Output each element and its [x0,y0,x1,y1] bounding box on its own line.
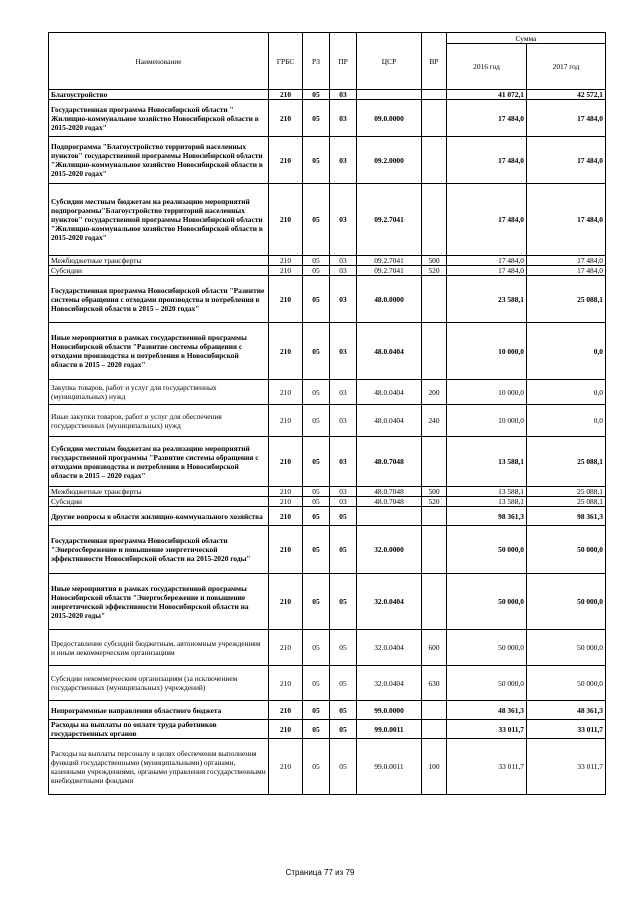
cell-rz: 05 [303,630,330,666]
header-vr: ВР [422,33,447,90]
cell-name: Непрограммные направления областного бюджета [49,701,269,720]
cell-s2017: 98 361,3 [527,507,606,526]
cell-s2017: 50 000,0 [527,666,606,701]
cell-s2016: 17 484,0 [447,137,527,184]
cell-s2016: 50 000,0 [447,526,527,574]
cell-s2017: 25 088,1 [527,276,606,323]
header-grbs: ГРБС [269,33,303,90]
cell-vr: 500 [422,256,447,266]
cell-s2017: 17 484,0 [527,256,606,266]
cell-csr: 32.0.0404 [357,574,422,630]
cell-name: Предоставление субсидий бюджетным, автономным учреждениям и иным некоммерческим организациям [49,630,269,666]
cell-name: Государственная программа Новосибирской области " Жилищно-коммунальное хозяйство Новосибирской области в 2015-2020 годах" [49,100,269,137]
cell-csr: 09.2.7041 [357,256,422,266]
cell-csr: 48.0.0404 [357,323,422,380]
cell-rz: 05 [303,323,330,380]
cell-grbs: 210 [269,574,303,630]
cell-name: Субсидии [49,266,269,276]
cell-s2017: 33 011,7 [527,739,606,795]
cell-csr: 48.0.7048 [357,497,422,507]
cell-s2017: 42 572,1 [527,90,606,100]
table-row [49,526,606,574]
cell-csr: 48.0.0000 [357,276,422,323]
cell-rz: 05 [303,701,330,720]
cell-vr: 200 [422,380,447,405]
cell-pr: 03 [330,100,357,137]
header-rz: РЗ [303,33,330,90]
cell-name: Иные мероприятия в рамках государственной программы Новосибирской области "Энергосбережение и повышение энергетической эффективности Новосибирской области на 2015-2020 годы" [49,574,269,630]
cell-pr: 03 [330,380,357,405]
cell-csr: 48.0.7048 [357,487,422,497]
table-row [49,497,606,507]
cell-vr [422,574,447,630]
cell-pr: 03 [330,90,357,100]
cell-rz: 05 [303,526,330,574]
cell-pr: 05 [330,526,357,574]
cell-s2016: 50 000,0 [447,666,527,701]
table-body [49,90,606,795]
cell-pr: 05 [330,630,357,666]
cell-pr: 05 [330,701,357,720]
table-row [49,380,606,405]
cell-rz: 05 [303,720,330,739]
cell-vr: 500 [422,487,447,497]
cell-grbs: 210 [269,630,303,666]
cell-s2017: 33 011,7 [527,720,606,739]
cell-vr [422,137,447,184]
cell-s2017: 48 361,3 [527,701,606,720]
cell-rz: 05 [303,437,330,487]
cell-grbs: 210 [269,405,303,437]
cell-s2017: 0,0 [527,380,606,405]
cell-s2016: 10 000,0 [447,380,527,405]
cell-rz: 05 [303,137,330,184]
cell-name: Подпрограмма "Благоустройство территорий населенных пунктов" государственной программы Новосибирской области "Жилищно-коммунальное хозяйство Новосибирской области в 2015-2020 годах" [49,137,269,184]
cell-grbs: 210 [269,380,303,405]
table-row [49,90,606,100]
table-row [49,256,606,266]
cell-s2016: 48 361,3 [447,701,527,720]
cell-s2016: 17 484,0 [447,266,527,276]
cell-s2017: 0,0 [527,323,606,380]
header-csr: ЦСР [357,33,422,90]
cell-vr: 100 [422,739,447,795]
cell-grbs: 210 [269,487,303,497]
cell-s2016: 17 484,0 [447,184,527,256]
cell-vr [422,100,447,137]
cell-vr [422,90,447,100]
table-row [49,507,606,526]
cell-rz: 05 [303,184,330,256]
cell-rz: 05 [303,666,330,701]
cell-s2017: 50 000,0 [527,526,606,574]
cell-name: Субсидии [49,497,269,507]
cell-rz: 05 [303,90,330,100]
cell-rz: 05 [303,276,330,323]
cell-grbs: 210 [269,526,303,574]
cell-name: Расходы на выплаты по оплате труда работников государственных органов [49,720,269,739]
cell-s2016: 33 011,7 [447,720,527,739]
table-row [49,276,606,323]
cell-s2017: 25 088,1 [527,487,606,497]
cell-s2017: 17 484,0 [527,137,606,184]
cell-pr: 03 [330,256,357,266]
cell-s2016: 17 484,0 [447,100,527,137]
cell-vr: 600 [422,630,447,666]
cell-s2017: 17 484,0 [527,100,606,137]
cell-rz: 05 [303,739,330,795]
cell-pr: 05 [330,666,357,701]
cell-csr: 99.0.0011 [357,739,422,795]
cell-s2016: 50 000,0 [447,574,527,630]
cell-csr: 48.0.7048 [357,437,422,487]
cell-csr: 09.2.0000 [357,137,422,184]
table-row [49,100,606,137]
cell-vr [422,526,447,574]
header-2017: 2017 год [527,44,606,90]
cell-vr: 240 [422,405,447,437]
cell-grbs: 210 [269,276,303,323]
cell-vr [422,720,447,739]
cell-pr: 03 [330,323,357,380]
cell-rz: 05 [303,405,330,437]
cell-pr: 03 [330,487,357,497]
cell-rz: 05 [303,574,330,630]
cell-csr [357,507,422,526]
cell-s2016: 13 588,1 [447,437,527,487]
header-name: Наименование [49,33,269,90]
cell-name: Государственная программа Новосибирской области "Энергосбережение и повышение энергетической эффективности Новосибирской области на 2015-2020 годы" [49,526,269,574]
cell-vr [422,184,447,256]
cell-s2017: 17 484,0 [527,184,606,256]
cell-pr: 05 [330,739,357,795]
cell-grbs: 210 [269,266,303,276]
cell-s2016: 17 484,0 [447,256,527,266]
cell-s2016: 23 588,1 [447,276,527,323]
cell-vr [422,701,447,720]
cell-pr: 05 [330,507,357,526]
cell-csr: 09.2.7041 [357,266,422,276]
cell-csr: 32.0.0404 [357,666,422,701]
cell-pr: 03 [330,405,357,437]
cell-csr: 32.0.0000 [357,526,422,574]
cell-name: Субсидии местным бюджетам на реализацию мероприятий подпрограммы"Благоустройство территорий населенных пунктов" государственной программы Новосибирской области "Жилищно-коммунальное хозяйство Новосибирской области в 2015-2020 годах" [49,184,269,256]
page-footer: Страница 77 из 79 [285,868,355,877]
cell-vr: 520 [422,266,447,276]
cell-name: Субсидии некоммерческим организациям (за исключением государственных (муниципальных) учреждений) [49,666,269,701]
cell-vr [422,276,447,323]
cell-s2016: 50 000,0 [447,630,527,666]
cell-grbs: 210 [269,137,303,184]
cell-rz: 05 [303,380,330,405]
cell-name: Межбюджетные трансферты [49,487,269,497]
table-row [49,720,606,739]
cell-rz: 05 [303,507,330,526]
cell-pr: 03 [330,276,357,323]
cell-s2016: 10 000,0 [447,405,527,437]
cell-name: Другие вопросы в области жилищно-коммунального хозяйства [49,507,269,526]
cell-grbs: 210 [269,323,303,380]
table-row [49,666,606,701]
cell-s2017: 50 000,0 [527,574,606,630]
cell-csr [357,90,422,100]
cell-s2017: 17 484,0 [527,266,606,276]
table-row [49,487,606,497]
cell-name: Государственная программа Новосибирской области "Развитие системы обращения с отходами производства и потребления в Новосибирской области в 2015 – 2020 годах" [49,276,269,323]
table-row [49,630,606,666]
table-row [49,574,606,630]
table-row [49,437,606,487]
cell-grbs: 210 [269,437,303,487]
cell-csr: 48.0.0404 [357,380,422,405]
cell-csr: 48.0.0404 [357,405,422,437]
cell-csr: 99.0.0000 [357,701,422,720]
table-row [49,323,606,380]
cell-rz: 05 [303,497,330,507]
cell-vr [422,507,447,526]
cell-vr [422,323,447,380]
cell-rz: 05 [303,256,330,266]
cell-name: Расходы на выплаты персоналу в целях обеспечения выполнения функций государственными (муниципальными) органами, казенными учреждениями, органами управления государственными внебюджетными фондами [49,739,269,795]
table-row [49,266,606,276]
cell-pr: 03 [330,184,357,256]
cell-grbs: 210 [269,184,303,256]
cell-pr: 03 [330,266,357,276]
cell-vr: 630 [422,666,447,701]
cell-name: Субсидии местным бюджетам на реализацию мероприятий государственной программы "Развитие системы обращения с отходами производства и потребления в Новосибирской области в 2015 – 2020 годах" [49,437,269,487]
cell-csr: 32.0.0404 [357,630,422,666]
cell-pr: 05 [330,574,357,630]
cell-pr: 03 [330,137,357,184]
cell-csr: 09.2.7041 [357,184,422,256]
cell-grbs: 210 [269,701,303,720]
cell-name: Иные мероприятия в рамках государственной программы Новосибирской области "Развитие системы обращения с отходами производства и потребления в Новосибирской области в 2015 – 2020 годах" [49,323,269,380]
cell-grbs: 210 [269,739,303,795]
cell-rz: 05 [303,487,330,497]
header-sum: Сумма [447,33,606,44]
cell-s2016: 33 011,7 [447,739,527,795]
table-row [49,184,606,256]
table-row [49,701,606,720]
cell-rz: 05 [303,100,330,137]
cell-s2016: 98 361,3 [447,507,527,526]
cell-vr [422,437,447,487]
table-row [49,137,606,184]
cell-name: Иные закупки товаров, работ и услуг для обеспечения государственных (муниципальных) нужд [49,405,269,437]
cell-s2016: 10 000,0 [447,323,527,380]
cell-grbs: 210 [269,666,303,701]
cell-s2017: 0,0 [527,405,606,437]
cell-s2016: 13 588,1 [447,487,527,497]
table-row [49,405,606,437]
cell-grbs: 210 [269,497,303,507]
cell-name: Закупка товаров, работ и услуг для государственных (муниципальных) нужд [49,380,269,405]
cell-name: Благоустройство [49,90,269,100]
header-2016: 2016 год [447,44,527,90]
cell-s2016: 13 588,1 [447,497,527,507]
budget-table [48,32,606,795]
cell-pr: 05 [330,720,357,739]
table-row [49,739,606,795]
cell-grbs: 210 [269,256,303,266]
cell-name: Межбюджетные трансферты [49,256,269,266]
cell-s2017: 50 000,0 [527,630,606,666]
cell-pr: 03 [330,497,357,507]
cell-s2017: 25 088,1 [527,497,606,507]
cell-s2017: 25 088,1 [527,437,606,487]
cell-rz: 05 [303,266,330,276]
cell-s2016: 41 072,1 [447,90,527,100]
cell-csr: 99.0.0011 [357,720,422,739]
cell-grbs: 210 [269,507,303,526]
cell-grbs: 210 [269,90,303,100]
cell-csr: 09.0.0000 [357,100,422,137]
cell-vr: 520 [422,497,447,507]
cell-grbs: 210 [269,720,303,739]
header-pr: ПР [330,33,357,90]
cell-grbs: 210 [269,100,303,137]
cell-pr: 03 [330,437,357,487]
